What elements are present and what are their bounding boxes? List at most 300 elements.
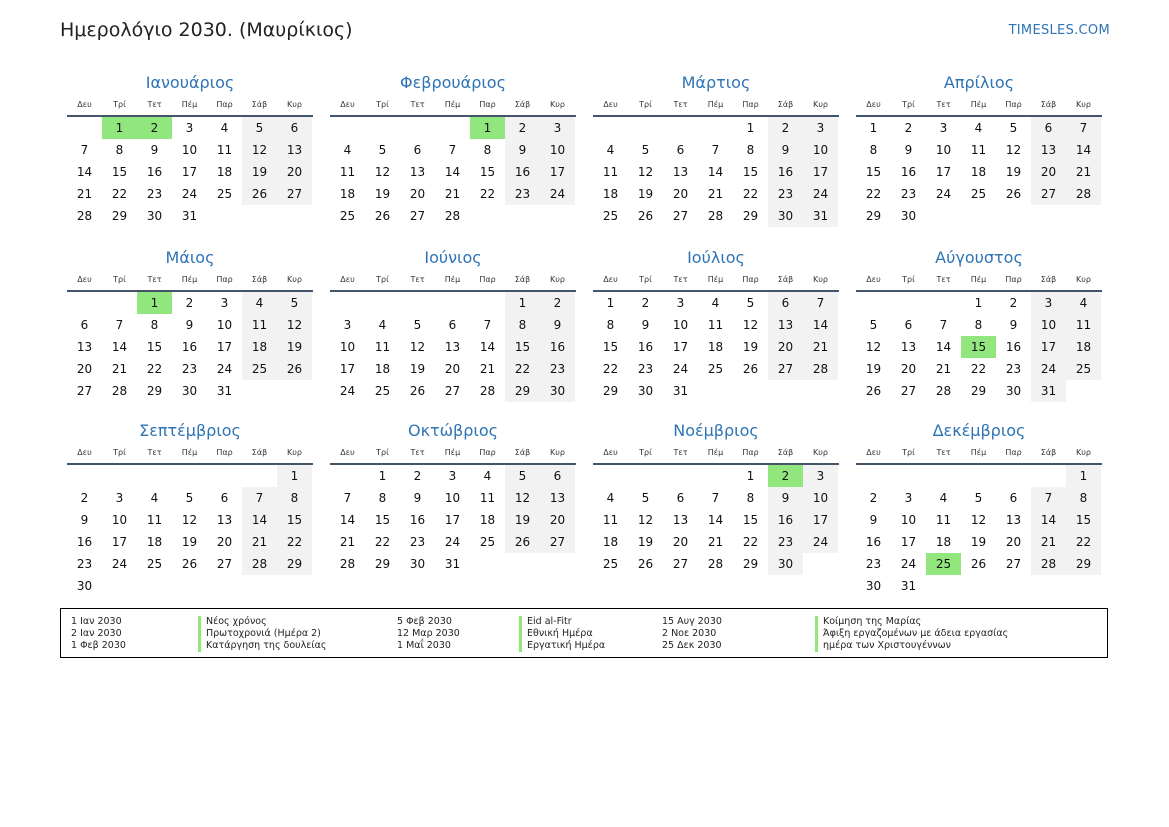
day-cell[interactable]: 20	[216, 535, 233, 549]
day-cell[interactable]: 27	[277, 183, 312, 205]
day-cell[interactable]: 29	[742, 209, 759, 223]
day-cell[interactable]: 30	[768, 553, 803, 575]
day-cell[interactable]: 8	[150, 318, 159, 332]
day-cell[interactable]: 23	[637, 362, 654, 376]
day-cell[interactable]: 23	[76, 557, 93, 571]
day-cell[interactable]: 1	[102, 117, 137, 139]
day-cell[interactable]: 13	[444, 340, 461, 354]
day-cell[interactable]: 14	[707, 513, 724, 527]
day-cell[interactable]: 19	[970, 535, 987, 549]
day-cell[interactable]: 18	[707, 340, 724, 354]
day-cell[interactable]: 15	[479, 165, 496, 179]
day-cell[interactable]: 2	[869, 491, 878, 505]
day-cell[interactable]: 24	[900, 557, 917, 571]
day-cell[interactable]: 14	[444, 165, 461, 179]
day-cell[interactable]: 23	[768, 183, 803, 205]
day-cell[interactable]: 7	[939, 318, 948, 332]
day-cell[interactable]: 26	[637, 557, 654, 571]
day-cell[interactable]: 20	[409, 187, 426, 201]
day-cell[interactable]: 19	[1005, 165, 1022, 179]
day-cell[interactable]: 14	[707, 165, 724, 179]
day-cell[interactable]: 18	[216, 165, 233, 179]
day-cell[interactable]: 25	[479, 535, 496, 549]
day-cell[interactable]: 29	[970, 384, 987, 398]
day-cell[interactable]: 26	[181, 557, 198, 571]
day-cell[interactable]: 2	[137, 117, 172, 139]
day-cell[interactable]: 3	[1031, 292, 1066, 314]
day-cell[interactable]: 7	[448, 143, 457, 157]
day-cell[interactable]: 20	[540, 509, 575, 531]
day-cell[interactable]: 17	[900, 535, 917, 549]
day-cell[interactable]: 27	[900, 384, 917, 398]
day-cell[interactable]: 1	[869, 121, 878, 135]
day-cell[interactable]: 7	[242, 487, 277, 509]
day-cell[interactable]: 8	[277, 487, 312, 509]
day-cell[interactable]: 30	[181, 384, 198, 398]
day-cell[interactable]: 4	[711, 296, 720, 310]
day-cell[interactable]: 29	[374, 557, 391, 571]
day-cell[interactable]: 22	[742, 535, 759, 549]
day-cell[interactable]: 13	[1005, 513, 1022, 527]
day-cell[interactable]: 1	[1066, 465, 1101, 487]
day-cell[interactable]: 25	[970, 187, 987, 201]
day-cell[interactable]: 13	[672, 165, 689, 179]
day-cell[interactable]: 6	[220, 491, 229, 505]
day-cell[interactable]: 16	[409, 513, 426, 527]
day-cell[interactable]: 9	[904, 143, 913, 157]
day-cell[interactable]: 3	[448, 469, 457, 483]
day-cell[interactable]: 9	[150, 143, 159, 157]
day-cell[interactable]: 12	[277, 314, 312, 336]
day-cell[interactable]: 4	[220, 121, 229, 135]
day-cell[interactable]: 21	[111, 362, 128, 376]
day-cell[interactable]: 15	[961, 336, 996, 358]
day-cell[interactable]: 6	[1031, 117, 1066, 139]
day-cell[interactable]: 21	[1031, 531, 1066, 553]
day-cell[interactable]: 27	[216, 557, 233, 571]
day-cell[interactable]: 22	[277, 531, 312, 553]
day-cell[interactable]: 12	[409, 340, 426, 354]
day-cell[interactable]: 4	[150, 491, 159, 505]
day-cell[interactable]: 14	[803, 314, 838, 336]
day-cell[interactable]: 22	[970, 362, 987, 376]
day-cell[interactable]: 11	[970, 143, 987, 157]
day-cell[interactable]: 27	[409, 209, 426, 223]
site-link[interactable]: TIMESLES.COM	[1008, 23, 1110, 38]
day-cell[interactable]: 23	[865, 557, 882, 571]
day-cell[interactable]: 29	[505, 380, 540, 402]
day-cell[interactable]: 28	[1066, 183, 1101, 205]
day-cell[interactable]: 24	[1031, 358, 1066, 380]
day-cell[interactable]: 18	[602, 187, 619, 201]
day-cell[interactable]: 20	[1031, 161, 1066, 183]
day-cell[interactable]: 8	[974, 318, 983, 332]
day-cell[interactable]: 1	[137, 292, 172, 314]
day-cell[interactable]: 9	[768, 139, 803, 161]
day-cell[interactable]: 30	[76, 579, 93, 593]
day-cell[interactable]: 31	[672, 384, 689, 398]
day-cell[interactable]: 27	[1005, 557, 1022, 571]
day-cell[interactable]: 22	[146, 362, 163, 376]
day-cell[interactable]: 9	[505, 139, 540, 161]
day-cell[interactable]: 29	[865, 209, 882, 223]
day-cell[interactable]: 2	[641, 296, 650, 310]
day-cell[interactable]: 11	[1066, 314, 1101, 336]
day-cell[interactable]: 18	[935, 535, 952, 549]
day-cell[interactable]: 3	[540, 117, 575, 139]
day-cell[interactable]: 1	[277, 465, 312, 487]
day-cell[interactable]: 22	[505, 358, 540, 380]
day-cell[interactable]: 10	[111, 513, 128, 527]
day-cell[interactable]: 25	[926, 553, 961, 575]
day-cell[interactable]: 14	[1031, 509, 1066, 531]
day-cell[interactable]: 5	[185, 491, 194, 505]
day-cell[interactable]: 27	[672, 209, 689, 223]
day-cell[interactable]: 11	[216, 143, 233, 157]
day-cell[interactable]: 21	[707, 535, 724, 549]
day-cell[interactable]: 6	[540, 465, 575, 487]
day-cell[interactable]: 25	[339, 209, 356, 223]
day-cell[interactable]: 26	[637, 209, 654, 223]
day-cell[interactable]: 2	[505, 117, 540, 139]
day-cell[interactable]: 19	[181, 535, 198, 549]
day-cell[interactable]: 21	[707, 187, 724, 201]
day-cell[interactable]: 2	[1009, 296, 1018, 310]
day-cell[interactable]: 2	[768, 117, 803, 139]
day-cell[interactable]: 14	[76, 165, 93, 179]
day-cell[interactable]: 15	[865, 165, 882, 179]
day-cell[interactable]: 5	[974, 491, 983, 505]
day-cell[interactable]: 29	[277, 553, 312, 575]
day-cell[interactable]: 11	[602, 165, 619, 179]
day-cell[interactable]: 21	[76, 187, 93, 201]
day-cell[interactable]: 17	[339, 362, 356, 376]
day-cell[interactable]: 24	[935, 187, 952, 201]
day-cell[interactable]: 7	[343, 491, 352, 505]
day-cell[interactable]: 2	[185, 296, 194, 310]
day-cell[interactable]: 17	[216, 340, 233, 354]
day-cell[interactable]: 19	[277, 336, 312, 358]
day-cell[interactable]: 26	[865, 384, 882, 398]
day-cell[interactable]: 19	[374, 187, 391, 201]
day-cell[interactable]: 13	[216, 513, 233, 527]
day-cell[interactable]: 21	[935, 362, 952, 376]
day-cell[interactable]: 10	[803, 139, 838, 161]
day-cell[interactable]: 11	[374, 340, 391, 354]
day-cell[interactable]: 31	[1031, 380, 1066, 402]
day-cell[interactable]: 5	[641, 143, 650, 157]
day-cell[interactable]: 29	[1066, 553, 1101, 575]
day-cell[interactable]: 1	[746, 121, 755, 135]
day-cell[interactable]: 9	[185, 318, 194, 332]
day-cell[interactable]: 8	[483, 143, 492, 157]
day-cell[interactable]: 7	[1031, 487, 1066, 509]
day-cell[interactable]: 5	[378, 143, 387, 157]
day-cell[interactable]: 13	[76, 340, 93, 354]
day-cell[interactable]: 28	[242, 553, 277, 575]
day-cell[interactable]: 20	[900, 362, 917, 376]
day-cell[interactable]: 19	[637, 187, 654, 201]
day-cell[interactable]: 29	[146, 384, 163, 398]
day-cell[interactable]: 7	[711, 491, 720, 505]
day-cell[interactable]: 28	[339, 557, 356, 571]
day-cell[interactable]: 28	[803, 358, 838, 380]
day-cell[interactable]: 8	[1066, 487, 1101, 509]
day-cell[interactable]: 10	[803, 487, 838, 509]
day-cell[interactable]: 8	[115, 143, 124, 157]
day-cell[interactable]: 17	[935, 165, 952, 179]
day-cell[interactable]: 28	[111, 384, 128, 398]
day-cell[interactable]: 21	[803, 336, 838, 358]
day-cell[interactable]: 30	[1005, 384, 1022, 398]
day-cell[interactable]: 21	[444, 187, 461, 201]
day-cell[interactable]: 4	[483, 469, 492, 483]
day-cell[interactable]: 23	[1005, 362, 1022, 376]
day-cell[interactable]: 11	[479, 491, 496, 505]
day-cell[interactable]: 7	[483, 318, 492, 332]
day-cell[interactable]: 18	[602, 535, 619, 549]
day-cell[interactable]: 31	[803, 205, 838, 227]
day-cell[interactable]: 16	[505, 161, 540, 183]
day-cell[interactable]: 23	[181, 362, 198, 376]
day-cell[interactable]: 4	[974, 121, 983, 135]
day-cell[interactable]: 6	[1009, 491, 1018, 505]
day-cell[interactable]: 28	[444, 209, 461, 223]
day-cell[interactable]: 8	[378, 491, 387, 505]
day-cell[interactable]: 31	[900, 579, 917, 593]
day-cell[interactable]: 19	[505, 509, 540, 531]
day-cell[interactable]: 18	[146, 535, 163, 549]
day-cell[interactable]: 30	[409, 557, 426, 571]
day-cell[interactable]: 23	[768, 531, 803, 553]
day-cell[interactable]: 31	[444, 557, 461, 571]
day-cell[interactable]: 10	[444, 491, 461, 505]
day-cell[interactable]: 10	[339, 340, 356, 354]
day-cell[interactable]: 28	[1031, 553, 1066, 575]
day-cell[interactable]: 5	[413, 318, 422, 332]
day-cell[interactable]: 8	[746, 143, 755, 157]
day-cell[interactable]: 4	[242, 292, 277, 314]
day-cell[interactable]: 11	[339, 165, 356, 179]
day-cell[interactable]: 13	[409, 165, 426, 179]
day-cell[interactable]: 10	[900, 513, 917, 527]
day-cell[interactable]: 19	[637, 535, 654, 549]
day-cell[interactable]: 16	[637, 340, 654, 354]
day-cell[interactable]: 24	[339, 384, 356, 398]
day-cell[interactable]: 31	[216, 384, 233, 398]
day-cell[interactable]: 17	[444, 513, 461, 527]
day-cell[interactable]: 12	[181, 513, 198, 527]
day-cell[interactable]: 11	[602, 513, 619, 527]
day-cell[interactable]: 18	[242, 336, 277, 358]
day-cell[interactable]: 30	[900, 209, 917, 223]
day-cell[interactable]: 27	[540, 531, 575, 553]
day-cell[interactable]: 10	[540, 139, 575, 161]
day-cell[interactable]: 21	[242, 531, 277, 553]
day-cell[interactable]: 15	[1066, 509, 1101, 531]
day-cell[interactable]: 25	[602, 209, 619, 223]
day-cell[interactable]: 7	[803, 292, 838, 314]
day-cell[interactable]: 8	[505, 314, 540, 336]
day-cell[interactable]: 16	[1005, 340, 1022, 354]
day-cell[interactable]: 24	[444, 535, 461, 549]
day-cell[interactable]: 27	[768, 358, 803, 380]
day-cell[interactable]: 9	[641, 318, 650, 332]
day-cell[interactable]: 14	[339, 513, 356, 527]
day-cell[interactable]: 24	[803, 531, 838, 553]
day-cell[interactable]: 15	[742, 165, 759, 179]
day-cell[interactable]: 18	[479, 513, 496, 527]
day-cell[interactable]: 3	[803, 465, 838, 487]
day-cell[interactable]: 5	[746, 296, 755, 310]
day-cell[interactable]: 11	[935, 513, 952, 527]
day-cell[interactable]: 16	[768, 509, 803, 531]
day-cell[interactable]: 16	[768, 161, 803, 183]
day-cell[interactable]: 19	[242, 161, 277, 183]
day-cell[interactable]: 8	[746, 491, 755, 505]
day-cell[interactable]: 1	[746, 469, 755, 483]
day-cell[interactable]: 7	[80, 143, 89, 157]
day-cell[interactable]: 17	[181, 165, 198, 179]
day-cell[interactable]: 25	[374, 384, 391, 398]
day-cell[interactable]: 6	[448, 318, 457, 332]
day-cell[interactable]: 17	[672, 340, 689, 354]
day-cell[interactable]: 7	[1066, 117, 1101, 139]
day-cell[interactable]: 25	[216, 187, 233, 201]
day-cell[interactable]: 20	[1005, 535, 1022, 549]
day-cell[interactable]: 12	[242, 139, 277, 161]
day-cell[interactable]: 29	[111, 209, 128, 223]
day-cell[interactable]: 24	[216, 362, 233, 376]
day-cell[interactable]: 29	[742, 557, 759, 571]
day-cell[interactable]: 22	[602, 362, 619, 376]
day-cell[interactable]: 22	[111, 187, 128, 201]
day-cell[interactable]: 5	[505, 465, 540, 487]
day-cell[interactable]: 13	[768, 314, 803, 336]
day-cell[interactable]: 25	[602, 557, 619, 571]
day-cell[interactable]: 3	[115, 491, 124, 505]
day-cell[interactable]: 2	[904, 121, 913, 135]
day-cell[interactable]: 22	[479, 187, 496, 201]
day-cell[interactable]: 12	[970, 513, 987, 527]
day-cell[interactable]: 26	[374, 209, 391, 223]
day-cell[interactable]: 23	[146, 187, 163, 201]
day-cell[interactable]: 27	[672, 557, 689, 571]
day-cell[interactable]: 6	[904, 318, 913, 332]
day-cell[interactable]: 12	[742, 318, 759, 332]
day-cell[interactable]: 3	[939, 121, 948, 135]
day-cell[interactable]: 30	[540, 380, 575, 402]
day-cell[interactable]: 13	[277, 139, 312, 161]
day-cell[interactable]: 12	[637, 165, 654, 179]
day-cell[interactable]: 29	[602, 384, 619, 398]
day-cell[interactable]: 10	[935, 143, 952, 157]
day-cell[interactable]: 6	[676, 143, 685, 157]
day-cell[interactable]: 14	[935, 340, 952, 354]
day-cell[interactable]: 3	[220, 296, 229, 310]
day-cell[interactable]: 1	[974, 296, 983, 310]
day-cell[interactable]: 5	[277, 292, 312, 314]
day-cell[interactable]: 18	[339, 187, 356, 201]
day-cell[interactable]: 2	[768, 465, 803, 487]
day-cell[interactable]: 16	[146, 165, 163, 179]
day-cell[interactable]: 4	[606, 143, 615, 157]
day-cell[interactable]: 1	[470, 117, 505, 139]
day-cell[interactable]: 12	[1005, 143, 1022, 157]
day-cell[interactable]: 28	[479, 384, 496, 398]
day-cell[interactable]: 30	[865, 579, 882, 593]
day-cell[interactable]: 13	[900, 340, 917, 354]
day-cell[interactable]: 16	[76, 535, 93, 549]
day-cell[interactable]: 8	[606, 318, 615, 332]
day-cell[interactable]: 5	[242, 117, 277, 139]
day-cell[interactable]: 5	[1009, 121, 1018, 135]
day-cell[interactable]: 16	[865, 535, 882, 549]
day-cell[interactable]: 13	[672, 513, 689, 527]
day-cell[interactable]: 15	[602, 340, 619, 354]
day-cell[interactable]: 6	[277, 117, 312, 139]
day-cell[interactable]: 1	[606, 296, 615, 310]
day-cell[interactable]: 6	[676, 491, 685, 505]
day-cell[interactable]: 24	[672, 362, 689, 376]
day-cell[interactable]: 25	[1066, 358, 1101, 380]
day-cell[interactable]: 3	[676, 296, 685, 310]
day-cell[interactable]: 26	[742, 362, 759, 376]
day-cell[interactable]: 1	[505, 292, 540, 314]
day-cell[interactable]: 2	[80, 491, 89, 505]
day-cell[interactable]: 11	[146, 513, 163, 527]
day-cell[interactable]: 16	[900, 165, 917, 179]
day-cell[interactable]: 9	[80, 513, 89, 527]
day-cell[interactable]: 7	[711, 143, 720, 157]
day-cell[interactable]: 4	[606, 491, 615, 505]
day-cell[interactable]: 9	[540, 314, 575, 336]
day-cell[interactable]: 19	[742, 340, 759, 354]
day-cell[interactable]: 6	[768, 292, 803, 314]
day-cell[interactable]: 14	[111, 340, 128, 354]
day-cell[interactable]: 11	[707, 318, 724, 332]
day-cell[interactable]: 11	[242, 314, 277, 336]
day-cell[interactable]: 15	[374, 513, 391, 527]
day-cell[interactable]: 12	[505, 487, 540, 509]
day-cell[interactable]: 4	[378, 318, 387, 332]
day-cell[interactable]: 22	[742, 187, 759, 201]
day-cell[interactable]: 31	[181, 209, 198, 223]
day-cell[interactable]: 30	[146, 209, 163, 223]
day-cell[interactable]: 23	[505, 183, 540, 205]
day-cell[interactable]: 12	[637, 513, 654, 527]
day-cell[interactable]: 3	[803, 117, 838, 139]
day-cell[interactable]: 6	[80, 318, 89, 332]
day-cell[interactable]: 17	[111, 535, 128, 549]
day-cell[interactable]: 19	[865, 362, 882, 376]
day-cell[interactable]: 4	[343, 143, 352, 157]
day-cell[interactable]: 23	[540, 358, 575, 380]
day-cell[interactable]: 20	[277, 161, 312, 183]
day-cell[interactable]: 30	[768, 205, 803, 227]
day-cell[interactable]: 10	[672, 318, 689, 332]
day-cell[interactable]: 17	[1031, 336, 1066, 358]
day-cell[interactable]: 17	[803, 509, 838, 531]
day-cell[interactable]: 20	[672, 187, 689, 201]
day-cell[interactable]: 23	[409, 535, 426, 549]
day-cell[interactable]: 2	[413, 469, 422, 483]
day-cell[interactable]: 24	[803, 183, 838, 205]
day-cell[interactable]: 20	[768, 336, 803, 358]
day-cell[interactable]: 28	[707, 557, 724, 571]
day-cell[interactable]: 26	[277, 358, 312, 380]
day-cell[interactable]: 13	[540, 487, 575, 509]
